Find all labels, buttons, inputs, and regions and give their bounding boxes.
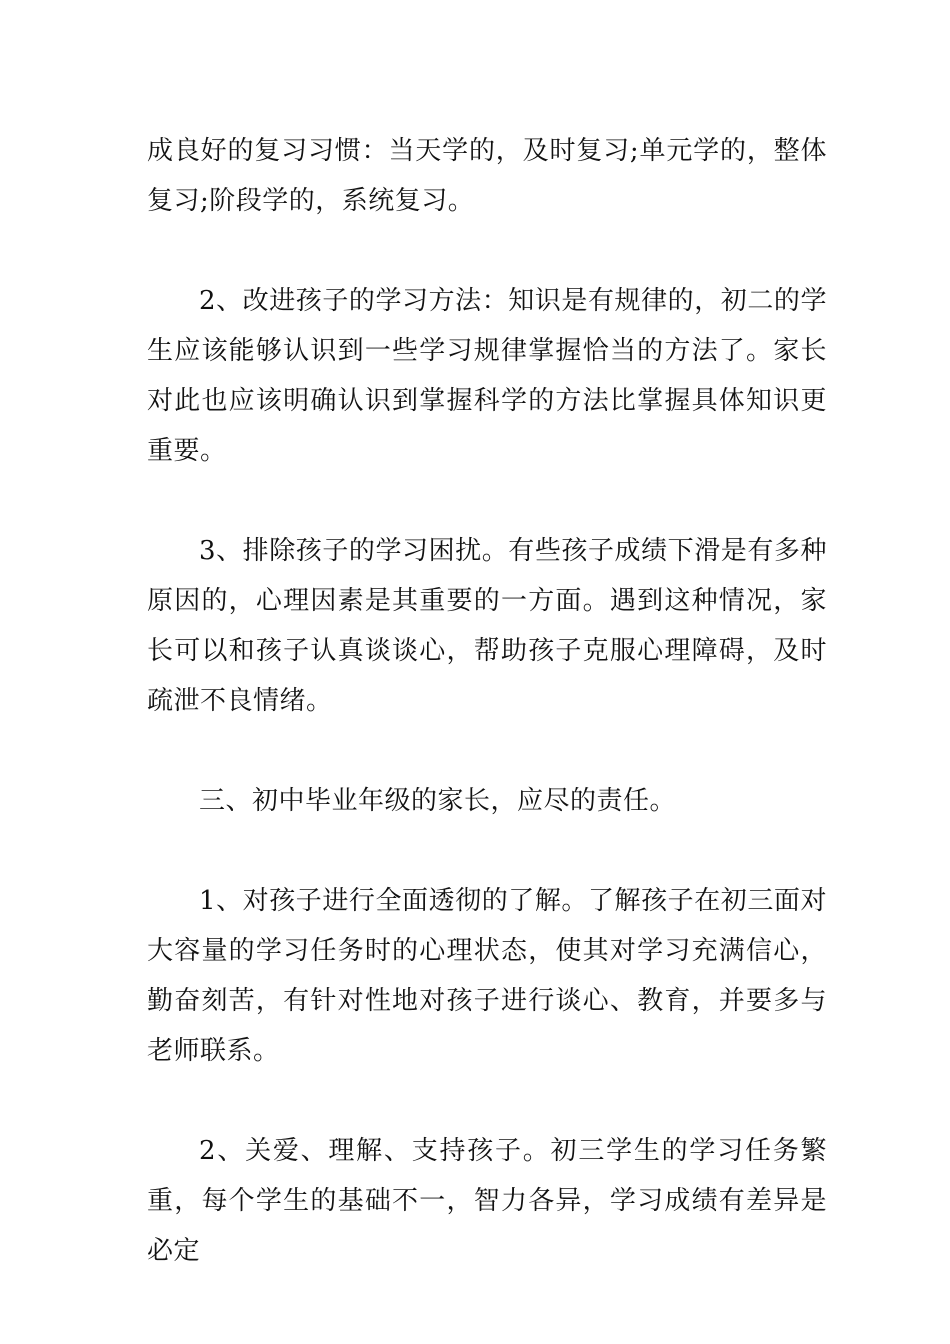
paragraph-care-support-child: 2、关爱、理解、支持孩子。初三学生的学习任务繁重，每个学生的基础不一，智力各异，学习成绩有差异是必定 [147, 1136, 827, 1266]
section-heading-graduation-grade: 三、初中毕业年级的家长，应尽的责任。 [199, 786, 677, 816]
paragraph-continued-review-habits: 成良好的复习习惯：当天学的，及时复习;单元学的，整体复习;阶段学的，系统复习。 [147, 136, 827, 216]
document-body [147, 126, 827, 1276]
paragraph-understand-child: 1、对孩子进行全面透彻的了解。了解孩子在初三面对大容量的学习任务时的心理状态，使其对学习充满信心，勤奋刻苦，有针对性地对孩子进行谈心、教育，并要多与老师联系。 [147, 886, 827, 1066]
paragraph-remove-study-troubles: 3、排除孩子的学习困扰。有些孩子成绩下滑是有多种原因的，心理因素是其重要的一方面。遇到这种情况，家长可以和孩子认真谈谈心，帮助孩子克服心理障碍，及时疏泄不良情绪。 [147, 536, 827, 716]
paragraph-improve-study-methods: 2、改进孩子的学习方法：知识是有规律的，初二的学生应该能够认识到一些学习规律掌握恰当的方法了。家长对此也应该明确认识到掌握科学的方法比掌握具体知识更重要。 [147, 286, 827, 466]
